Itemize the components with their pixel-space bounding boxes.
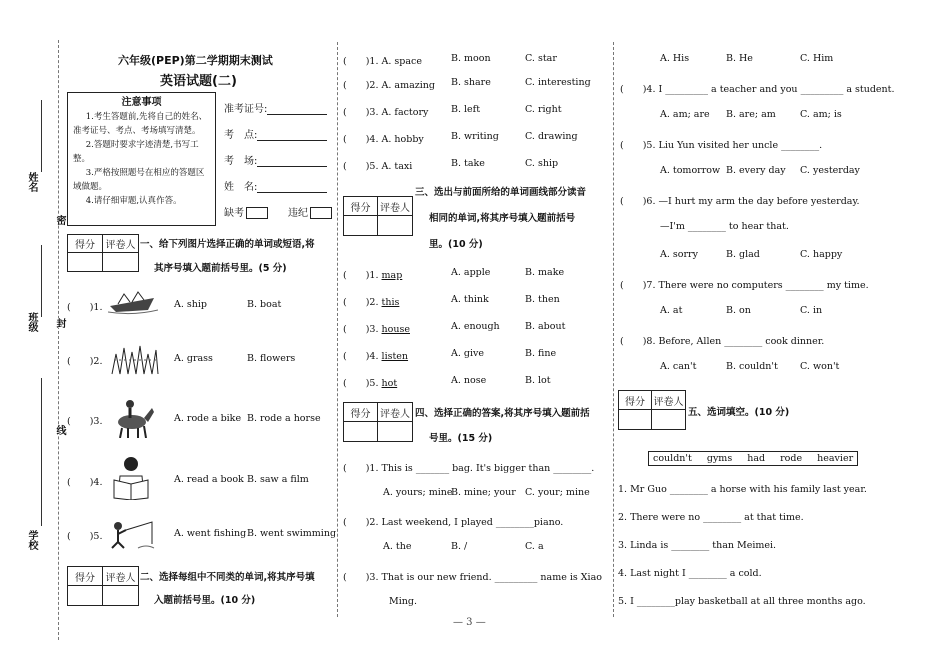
q-text: 8. Before, Allen ________ cook dinner. bbox=[646, 336, 825, 347]
q-num: 2. bbox=[369, 297, 379, 308]
s2-q4-opt-c: C. drawing bbox=[525, 131, 578, 142]
s4-q2-opt-b: B. / bbox=[451, 541, 468, 552]
target-word: house bbox=[381, 324, 410, 335]
answer-paren[interactable]: ( ) bbox=[343, 56, 370, 67]
exam-title: 六年级(PEP)第二学期期末测试 bbox=[118, 54, 273, 67]
s4-q4-opt-a: A. am; are bbox=[660, 109, 710, 120]
s2-q3-opt-b: B. left bbox=[451, 104, 481, 115]
s3-q3 bbox=[343, 321, 410, 335]
answer-paren[interactable]: ( ) bbox=[620, 196, 647, 207]
s2-q5-opt-b: B. take bbox=[451, 158, 485, 169]
s4-q7-opt-a: A. at bbox=[660, 305, 683, 316]
s4-q1-opt-a: A. yours; mine bbox=[383, 487, 453, 498]
answer-paren[interactable]: ( ) bbox=[67, 477, 94, 488]
s1-q2-opt-a: A. grass bbox=[174, 353, 213, 364]
answer-paren[interactable]: ( ) bbox=[343, 463, 370, 474]
s2-q1-opt-b: B. moon bbox=[451, 53, 491, 64]
s2-q1-opt-c: C. star bbox=[525, 53, 557, 64]
q-num: 3. bbox=[369, 324, 379, 335]
q-text: 6. —I hurt my arm the day before yesterday. bbox=[646, 196, 860, 207]
q-num: 2. bbox=[369, 80, 379, 91]
score-box bbox=[343, 402, 413, 442]
q-text: 7. There were no computers ________ my time. bbox=[646, 280, 869, 291]
s4-q1-opt-c: C. your; mine bbox=[525, 487, 590, 498]
s1-q5-opt-b: B. went swimming bbox=[247, 528, 337, 539]
s3-q4-opt-a: A. give bbox=[451, 348, 485, 359]
s3-q1-opt-a: A. apple bbox=[451, 267, 491, 278]
answer-paren[interactable]: ( ) bbox=[620, 280, 647, 291]
s2-q5-opt-c: C. ship bbox=[525, 158, 559, 169]
s2-q2 bbox=[343, 77, 435, 91]
s1-q1-opt-a: A. ship bbox=[174, 299, 208, 310]
q-num: 3. bbox=[369, 107, 379, 118]
answer-paren[interactable]: ( ) bbox=[343, 270, 370, 281]
score-box bbox=[618, 390, 686, 430]
answer-paren[interactable]: ( ) bbox=[67, 531, 94, 542]
s4-q3 bbox=[343, 569, 602, 583]
section4-title-cont: 号里。(15 分) bbox=[429, 433, 493, 444]
answer-paren[interactable]: ( ) bbox=[343, 378, 370, 389]
answer-paren[interactable]: ( ) bbox=[67, 302, 94, 313]
q-num: 5. bbox=[93, 531, 103, 542]
score-box bbox=[67, 566, 139, 606]
word-bank-item: had bbox=[747, 453, 766, 464]
q-text: 2. Last weekend, I played ________piano. bbox=[369, 517, 564, 528]
site-label: 考 点: bbox=[224, 130, 258, 141]
exam-id-field[interactable] bbox=[224, 100, 327, 115]
reading-picture bbox=[108, 454, 154, 500]
s4-q3-opt-c: C. Him bbox=[800, 53, 834, 64]
q-num: 5. bbox=[369, 161, 379, 172]
section2-title-cont: 入题前括号里。(10 分) bbox=[154, 595, 256, 606]
ship-picture bbox=[108, 288, 158, 316]
grass-picture bbox=[110, 340, 160, 376]
s5-q5: 5. I ________play basketball at all three months ago. bbox=[618, 596, 866, 607]
q-num: 4. bbox=[369, 134, 379, 145]
answer-paren[interactable]: ( ) bbox=[620, 140, 647, 151]
opt-a: A. amazing bbox=[381, 80, 436, 91]
violation-field[interactable] bbox=[288, 204, 332, 219]
section5-title: 五、选词填空。(10 分) bbox=[688, 407, 790, 418]
answer-paren[interactable]: ( ) bbox=[343, 517, 370, 528]
s1-q3-opt-b: B. rode a horse bbox=[247, 413, 321, 424]
grader-label: 评卷人 bbox=[378, 403, 412, 422]
section3-title: 三、选出与前面所给的单词画线部分读音 bbox=[415, 187, 587, 198]
absent-label: 缺考 bbox=[224, 208, 244, 219]
s3-q2-opt-a: A. think bbox=[451, 294, 489, 305]
answer-paren[interactable]: ( ) bbox=[343, 134, 370, 145]
s4-q6-opt-c: C. happy bbox=[800, 249, 843, 260]
s3-q5-opt-a: A. nose bbox=[451, 375, 487, 386]
notice-item: 4.请仔细审题,认真作答。 bbox=[85, 196, 182, 206]
score-label: 得分 bbox=[68, 567, 103, 586]
s2-q1 bbox=[343, 53, 422, 67]
q-text: 3. That is our new friend. _________ name is Xiao bbox=[369, 572, 602, 583]
section1-title: 一、给下列图片选择正确的单词或短语,将 bbox=[140, 239, 315, 250]
notice-box bbox=[67, 92, 216, 226]
notice-item: 2.答题时要求字迹清楚,书写工整。 bbox=[73, 140, 199, 164]
word-bank-item: gyms bbox=[706, 453, 733, 464]
s2-q3 bbox=[343, 104, 428, 118]
s4-q5 bbox=[620, 137, 822, 151]
s4-q8-opt-a: A. can't bbox=[660, 361, 697, 372]
q-num: 1. bbox=[369, 56, 379, 67]
exam-id-label: 准考证号: bbox=[224, 104, 268, 115]
s3-q2-opt-b: B. then bbox=[525, 294, 560, 305]
grader-label: 评卷人 bbox=[103, 567, 138, 586]
word-bank-item: heavier bbox=[817, 453, 854, 464]
s3-q5 bbox=[343, 375, 397, 389]
word-bank-item: couldn't bbox=[653, 453, 692, 464]
opt-a: A. hobby bbox=[381, 134, 424, 145]
q-text: 5. Liu Yun visited her uncle ________. bbox=[646, 140, 823, 151]
side-xian-mark: 线 bbox=[54, 425, 65, 435]
section3-title-end: 里。(10 分) bbox=[429, 239, 483, 250]
s2-q2-opt-c: C. interesting bbox=[525, 77, 591, 88]
q-num: 1. bbox=[93, 302, 103, 313]
section2-title: 二、选择每组中不同类的单词,将其序号填 bbox=[140, 572, 315, 583]
exam-subtitle: 英语试题(二) bbox=[160, 74, 237, 89]
s1-q2-opt-b: B. flowers bbox=[247, 353, 296, 364]
s4-q5-opt-b: B. every day bbox=[726, 165, 786, 176]
score-label: 得分 bbox=[344, 403, 378, 422]
section3-title-cont: 相同的单词,将其序号填入题前括号 bbox=[429, 213, 576, 224]
s3-q4-opt-b: B. fine bbox=[525, 348, 557, 359]
q-num: 3. bbox=[93, 416, 103, 427]
s4-q6-opt-a: A. sorry bbox=[660, 249, 698, 260]
score-label: 得分 bbox=[619, 391, 652, 410]
answer-paren[interactable]: ( ) bbox=[620, 336, 647, 347]
s1-q5-opt-a: A. went fishing bbox=[174, 528, 247, 539]
s2-q5 bbox=[343, 158, 412, 172]
s4-q6-cont: —I'm ________ to hear that. bbox=[660, 221, 789, 232]
s5-q4: 4. Last night I ________ a cold. bbox=[618, 568, 762, 579]
q-text: 1. This is _______ bag. It's bigger than ________. bbox=[369, 463, 595, 474]
s4-q4-opt-b: B. are; am bbox=[726, 109, 776, 120]
side-mi-mark: 密 bbox=[54, 215, 65, 225]
s2-q2-opt-b: B. share bbox=[451, 77, 491, 88]
target-word: this bbox=[381, 297, 400, 308]
s3-q3-opt-a: A. enough bbox=[451, 321, 500, 332]
s1-q3-opt-a: A. rode a bike bbox=[174, 413, 242, 424]
s4-q8-opt-b: B. couldn't bbox=[726, 361, 778, 372]
score-label: 得分 bbox=[68, 235, 103, 253]
q-num: 1. bbox=[369, 270, 379, 281]
s1-q1 bbox=[67, 299, 103, 313]
score-label: 得分 bbox=[344, 197, 378, 216]
answer-paren[interactable]: ( ) bbox=[343, 324, 370, 335]
s4-q7-opt-c: C. in bbox=[800, 305, 823, 316]
answer-paren[interactable]: ( ) bbox=[67, 416, 94, 427]
s1-q5 bbox=[67, 528, 103, 542]
s5-q1: 1. Mr Guo ________ a horse with his family last year. bbox=[618, 484, 867, 495]
section4-title: 四、选择正确的答案,将其序号填入题前括 bbox=[415, 408, 590, 419]
s2-q4 bbox=[343, 131, 424, 145]
s2-q4-opt-b: B. writing bbox=[451, 131, 499, 142]
s3-q2 bbox=[343, 294, 399, 308]
q-num: 4. bbox=[93, 477, 103, 488]
side-name-label: 姓名 bbox=[26, 172, 37, 192]
answer-paren[interactable]: ( ) bbox=[343, 161, 370, 172]
s4-q1-opt-b: B. mine; your bbox=[451, 487, 516, 498]
score-box bbox=[343, 196, 413, 236]
s3-q1-opt-b: B. make bbox=[525, 267, 565, 278]
name-label: 姓 名: bbox=[224, 182, 258, 193]
grader-label: 评卷人 bbox=[652, 391, 685, 410]
s4-q3-cont: Ming. bbox=[389, 596, 417, 607]
s1-q2 bbox=[67, 353, 103, 367]
page-number: — 3 — bbox=[453, 617, 486, 628]
q-num: 4. bbox=[369, 351, 379, 362]
q-text: 4. I _________ a teacher and you _________ a student. bbox=[646, 84, 895, 95]
horse-picture bbox=[108, 396, 156, 438]
s4-q8-opt-c: C. won't bbox=[800, 361, 840, 372]
q-num: 5. bbox=[369, 378, 379, 389]
opt-a: A. taxi bbox=[381, 161, 413, 172]
target-word: listen bbox=[381, 351, 409, 362]
s2-q3-opt-c: C. right bbox=[525, 104, 562, 115]
s4-q1 bbox=[343, 460, 594, 474]
s1-q4-opt-b: B. saw a film bbox=[247, 474, 309, 485]
s1-q3 bbox=[67, 413, 103, 427]
s4-q2-opt-c: C. a bbox=[525, 541, 544, 552]
s3-q5-opt-b: B. lot bbox=[525, 375, 551, 386]
name-field[interactable] bbox=[224, 178, 327, 193]
s5-q2: 2. There were no ________ at that time. bbox=[618, 512, 804, 523]
section1-title-cont: 其序号填入题前括号里。(5 分) bbox=[154, 263, 287, 274]
site-field[interactable] bbox=[224, 126, 327, 141]
s4-q5-opt-a: A. tomorrow bbox=[660, 165, 721, 176]
s1-q4 bbox=[67, 474, 103, 488]
opt-a: A. factory bbox=[381, 107, 429, 118]
absent-field[interactable] bbox=[224, 204, 268, 219]
s4-q5-opt-c: C. yesterday bbox=[800, 165, 860, 176]
side-feng-mark: 封 bbox=[54, 318, 65, 328]
answer-paren[interactable]: ( ) bbox=[343, 572, 370, 583]
room-field[interactable] bbox=[224, 152, 327, 167]
side-class-label: 班级 bbox=[26, 312, 37, 332]
room-label: 考 场: bbox=[224, 156, 258, 167]
violation-label: 违纪 bbox=[288, 208, 308, 219]
s4-q7-opt-b: B. on bbox=[726, 305, 751, 316]
s4-q8 bbox=[620, 333, 824, 347]
answer-paren[interactable]: ( ) bbox=[343, 297, 370, 308]
s5-q3: 3. Linda is ________ than Meimei. bbox=[618, 540, 777, 551]
fishing-picture bbox=[108, 518, 156, 550]
s4-q4 bbox=[620, 81, 895, 95]
s4-q2-opt-a: A. the bbox=[383, 541, 412, 552]
notice-item: 1.考生答题前,先将自己的姓名、准考证号、考点、考场填写清楚。 bbox=[73, 112, 208, 136]
s4-q4-opt-c: C. am; is bbox=[800, 109, 842, 120]
grader-label: 评卷人 bbox=[378, 197, 412, 216]
target-word: map bbox=[381, 270, 403, 281]
s4-q2 bbox=[343, 514, 563, 528]
s1-q4-opt-a: A. read a book bbox=[174, 474, 244, 485]
side-school-label: 学校 bbox=[26, 530, 37, 550]
target-word: hot bbox=[381, 378, 398, 389]
answer-paren[interactable]: ( ) bbox=[343, 107, 370, 118]
s3-q1 bbox=[343, 267, 402, 281]
word-bank bbox=[648, 451, 858, 466]
s4-q7 bbox=[620, 277, 869, 291]
s4-q6 bbox=[620, 193, 860, 207]
grader-label: 评卷人 bbox=[103, 235, 138, 253]
s4-q3-opt-b: B. He bbox=[726, 53, 753, 64]
opt-a: A. space bbox=[381, 56, 422, 67]
answer-paren[interactable]: ( ) bbox=[343, 351, 370, 362]
s3-q3-opt-b: B. about bbox=[525, 321, 566, 332]
answer-paren[interactable]: ( ) bbox=[343, 80, 370, 91]
q-num: 2. bbox=[93, 356, 103, 367]
score-box bbox=[67, 234, 139, 272]
notice-title: 注意事项 bbox=[121, 97, 162, 108]
notice-item: 3.严格按照题号在相应的答题区域做题。 bbox=[73, 168, 205, 192]
s4-q3-opt-a: A. His bbox=[660, 53, 690, 64]
s3-q4 bbox=[343, 348, 408, 362]
answer-paren[interactable]: ( ) bbox=[67, 356, 94, 367]
answer-paren[interactable]: ( ) bbox=[620, 84, 647, 95]
s4-q6-opt-b: B. glad bbox=[726, 249, 760, 260]
word-bank-item: rode bbox=[780, 453, 803, 464]
s1-q1-opt-b: B. boat bbox=[247, 299, 282, 310]
